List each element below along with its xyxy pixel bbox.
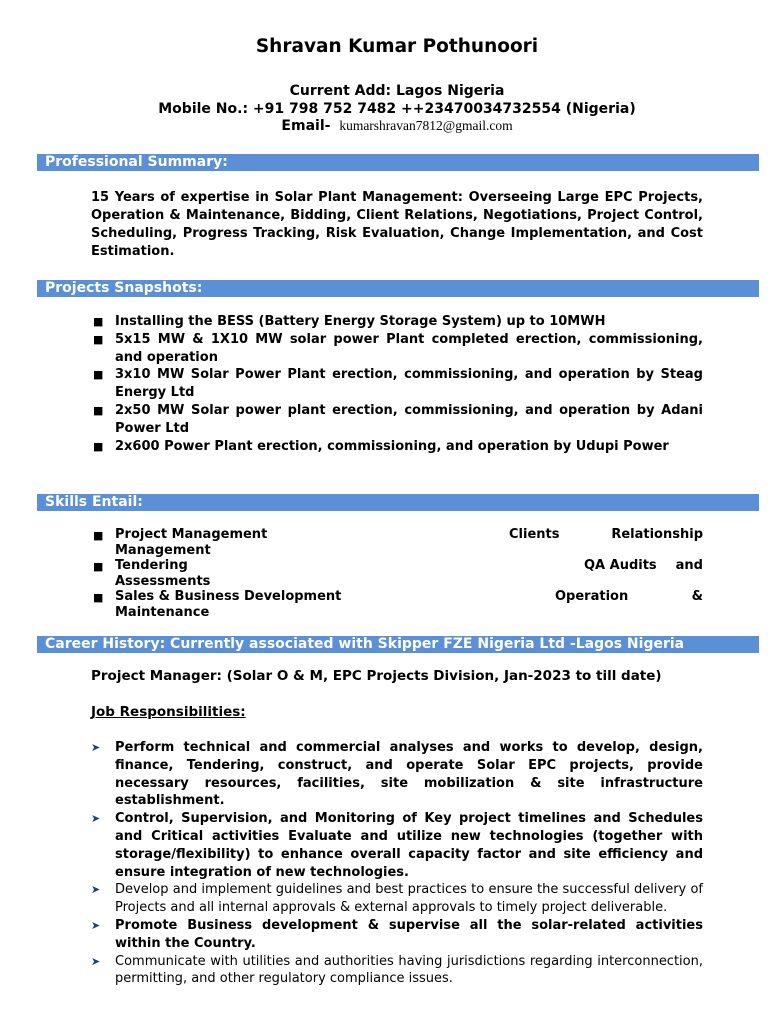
email-line [0, 118, 768, 134]
list-item [91, 527, 703, 558]
list-item: ➤ Control, Supervision, and Monitoring of Key project timelines and Schedules and Critical activities Evaluate and utilize new technologies (together with storage/flexibility) to enhance overall capacity factor and site efficiency and ensure integration of new technologies. [91, 811, 703, 880]
skill-left: Project Management [115, 527, 268, 542]
snapshot-list [91, 313, 703, 455]
skill-right-a: Clients [509, 527, 560, 542]
square-bullet-icon: ■ [93, 560, 104, 573]
mobile-numbers: Mobile No.: +91 798 752 7482 ++23470034732554 (Nigeria) [158, 101, 636, 117]
square-bullet-icon: ■ [93, 403, 104, 417]
square-bullet-icon: ■ [93, 332, 104, 346]
list-item: ➤ Perform technical and commercial analyses and works to develop, design, finance, Tendering, construct, and operate Solar EPC projects, provide necessary resources, facilities, site mobilization & site infrastructure establishment. [91, 740, 703, 809]
job-responsibilities-heading: Job Responsibilities: [91, 704, 246, 720]
skill-right-a: Operation [555, 589, 629, 604]
square-bullet-icon: ■ [93, 529, 104, 542]
skill-wrap: Management [115, 542, 211, 558]
list-item [91, 558, 703, 589]
list-item: ■ 2x50 MW Solar power plant erection, commissioning, and operation by Adani Power Ltd [93, 402, 703, 436]
skill-left: Tendering [115, 558, 188, 573]
square-bullet-icon: ■ [93, 439, 104, 453]
arrow-bullet-icon: ➤ [91, 918, 101, 932]
skill-right-b: & [691, 589, 703, 604]
skill-left: Sales & Business Development [115, 589, 342, 604]
section-header-skills: Skills Entail: [37, 494, 759, 511]
skill-right-b: and [675, 558, 703, 573]
skill-right-b: Relationship [611, 527, 703, 542]
skills-list [91, 527, 703, 620]
list-item [91, 589, 703, 620]
summary-text: 15 Years of expertise in Solar Plant Management: Overseeing Large EPC Projects, Operation & Maintenance, Bidding, Client Relations, Negotiations, Project Control, Scheduling, Progress Tracking, Risk Evaluation, Change Implementation, and Cost Estimation. [91, 190, 703, 259]
job-title: Project Manager: (Solar O & M, EPC Projects Division, Jan-2023 to till date) [91, 668, 662, 684]
skill-wrap: Maintenance [115, 604, 210, 620]
email-label: Email- [281, 118, 331, 134]
square-bullet-icon: ■ [93, 315, 104, 328]
email-link[interactable]: kumarshravan7812@gmail.com [339, 118, 513, 133]
arrow-bullet-icon: ➤ [91, 883, 101, 897]
responsibility-list [91, 739, 703, 988]
section-header-career: Career History: Currently associated with Skipper FZE Nigeria Ltd -Lagos Nigeria [37, 636, 759, 653]
current-address: Current Add: Lagos Nigeria [289, 83, 505, 99]
list-item: ➤ Develop and implement guidelines and best practices to ensure the successful delivery of Projects and all internal approvals & external approvals to timely project deliverable. [91, 882, 703, 916]
list-item: ■ 2x600 Power Plant erection, commissioning, and operation by Udupi Power [93, 438, 669, 454]
square-bullet-icon: ■ [93, 591, 104, 604]
list-item: ■ Installing the BESS (Battery Energy Storage System) up to 10MWH [93, 314, 606, 329]
skill-wrap: Assessments [115, 573, 211, 589]
arrow-bullet-icon: ➤ [91, 741, 101, 754]
list-item: ■ 3x10 MW Solar Power Plant erection, commissioning, and operation by Steag Energy Ltd [93, 367, 703, 401]
list-item: ■ 5x15 MW & 1X10 MW solar power Plant completed erection, commissioning, and operation [93, 331, 703, 365]
section-header-snapshots: Projects Snapshots: [37, 280, 759, 297]
candidate-name: Shravan Kumar Pothunoori [255, 36, 539, 57]
arrow-bullet-icon: ➤ [91, 812, 101, 826]
list-item: ➤ Promote Business development & supervise all the solar-related activities within the Country. [91, 917, 703, 951]
arrow-bullet-icon: ➤ [91, 954, 101, 968]
section-header-summary: Professional Summary: [37, 154, 759, 171]
square-bullet-icon: ■ [93, 368, 104, 382]
skill-right-a: QA Audits [584, 558, 657, 573]
list-item: ➤ Communicate with utilities and authorities having jurisdictions regarding interconnection, permitting, and other regulatory compliance issues. [91, 953, 703, 987]
